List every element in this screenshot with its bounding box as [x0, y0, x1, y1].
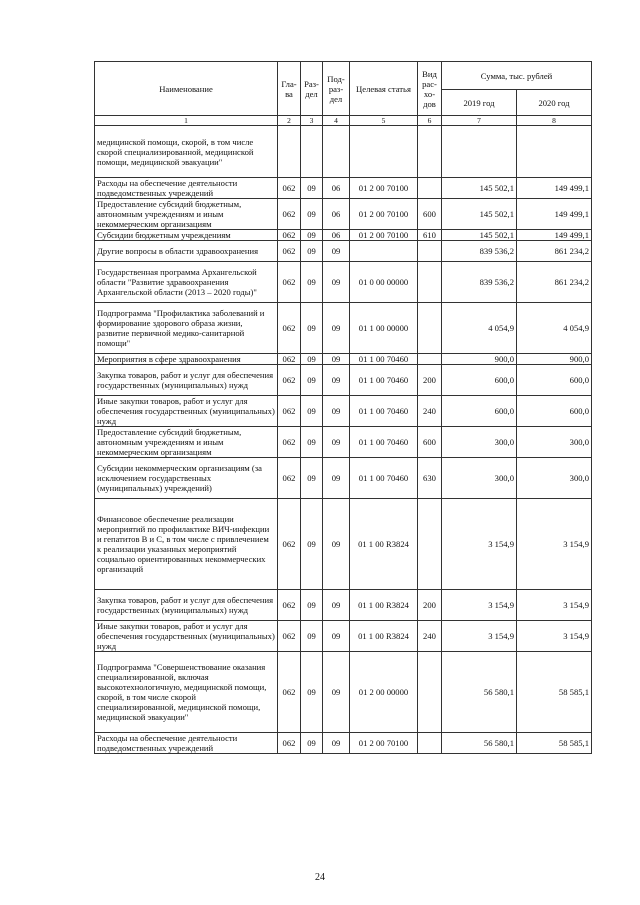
row-statya: 01 1 00 70460 [350, 365, 418, 396]
row-razdel [301, 126, 323, 178]
row-name: Закупка товаров, работ и услуг для обеспечения государственных (муниципальных) нужд [95, 365, 278, 396]
column-number: 4 [323, 116, 350, 126]
row-sum-2019 [442, 126, 517, 178]
row-statya: 01 2 00 00000 [350, 652, 418, 733]
row-podrazdel: 06 [323, 199, 350, 230]
row-vid: 240 [418, 396, 442, 427]
table-row [95, 590, 592, 621]
row-statya: 01 1 00 70460 [350, 354, 418, 365]
row-vid [418, 733, 442, 754]
row-statya: 01 2 00 70100 [350, 199, 418, 230]
row-name: Иные закупки товаров, работ и услуг для обеспечения государственных (муниципальных) нужд [95, 621, 278, 652]
row-podrazdel: 09 [323, 733, 350, 754]
row-statya: 01 1 00 70460 [350, 427, 418, 458]
row-razdel: 09 [301, 499, 323, 590]
row-statya: 01 1 00 70460 [350, 458, 418, 499]
header-vid: Вид рас-хо-дов [418, 62, 442, 116]
row-name: Мероприятия в сфере здравоохранения [95, 354, 278, 365]
row-name: Подпрограмма "Совершенствование оказания специализированной, включая высокотехнологичную, медицинской помощи, скорой, в том числе скорой специализированной, медицинской помощи, медицинской эвакуации" [95, 652, 278, 733]
row-vid [418, 652, 442, 733]
row-glava: 062 [278, 733, 301, 754]
row-sum-2020: 861 234,2 [517, 241, 592, 262]
row-name: Закупка товаров, работ и услуг для обеспечения государственных (муниципальных) нужд [95, 590, 278, 621]
row-razdel: 09 [301, 458, 323, 499]
row-podrazdel [323, 126, 350, 178]
row-sum-2019: 3 154,9 [442, 499, 517, 590]
row-sum-2020: 149 499,1 [517, 199, 592, 230]
row-razdel: 09 [301, 396, 323, 427]
row-podrazdel: 09 [323, 458, 350, 499]
budget-table [94, 61, 592, 754]
row-razdel: 09 [301, 590, 323, 621]
row-statya: 01 1 00 70460 [350, 396, 418, 427]
row-glava: 062 [278, 303, 301, 354]
row-statya: 01 1 00 00000 [350, 303, 418, 354]
column-number: 7 [442, 116, 517, 126]
table-row [95, 621, 592, 652]
row-sum-2019: 600,0 [442, 396, 517, 427]
row-podrazdel: 09 [323, 262, 350, 303]
column-number: 3 [301, 116, 323, 126]
row-vid: 600 [418, 199, 442, 230]
row-glava: 062 [278, 396, 301, 427]
header-razdel: Раз-дел [301, 62, 323, 116]
row-sum-2020: 3 154,9 [517, 499, 592, 590]
row-vid: 240 [418, 621, 442, 652]
table-row [95, 652, 592, 733]
row-podrazdel: 09 [323, 621, 350, 652]
row-sum-2020 [517, 126, 592, 178]
row-razdel: 09 [301, 230, 323, 241]
row-glava: 062 [278, 427, 301, 458]
row-sum-2019: 600,0 [442, 365, 517, 396]
row-podrazdel: 09 [323, 396, 350, 427]
header-glava: Гла-ва [278, 62, 301, 116]
row-glava: 062 [278, 365, 301, 396]
row-vid: 600 [418, 427, 442, 458]
row-vid [418, 241, 442, 262]
row-sum-2019: 839 536,2 [442, 241, 517, 262]
row-statya [350, 241, 418, 262]
row-podrazdel: 06 [323, 230, 350, 241]
table-row [95, 365, 592, 396]
row-statya: 01 1 00 R3824 [350, 590, 418, 621]
row-glava: 062 [278, 178, 301, 199]
row-podrazdel: 09 [323, 590, 350, 621]
row-sum-2019: 145 502,1 [442, 199, 517, 230]
row-razdel: 09 [301, 354, 323, 365]
row-sum-2019: 145 502,1 [442, 178, 517, 199]
row-name: Подпрограмма "Профилактика заболеваний и формирование здорового образа жизни, развитие первичной медико-санитарной помощи" [95, 303, 278, 354]
table-row [95, 354, 592, 365]
row-sum-2020: 58 585,1 [517, 733, 592, 754]
row-razdel: 09 [301, 303, 323, 354]
table-row [95, 733, 592, 754]
row-name: Другие вопросы в области здравоохранения [95, 241, 278, 262]
row-name: Предоставление субсидий бюджетным, автономным учреждениям и иным некоммерческим организациям [95, 199, 278, 230]
row-sum-2019: 3 154,9 [442, 590, 517, 621]
row-sum-2019: 3 154,9 [442, 621, 517, 652]
row-sum-2019: 145 502,1 [442, 230, 517, 241]
row-statya: 01 0 00 00000 [350, 262, 418, 303]
row-razdel: 09 [301, 365, 323, 396]
row-statya: 01 2 00 70100 [350, 230, 418, 241]
row-vid [418, 303, 442, 354]
row-glava: 062 [278, 230, 301, 241]
table-body [95, 116, 592, 754]
row-razdel: 09 [301, 652, 323, 733]
row-name: Иные закупки товаров, работ и услуг для обеспечения государственных (муниципальных) нужд [95, 396, 278, 427]
row-sum-2020: 149 499,1 [517, 178, 592, 199]
row-podrazdel: 09 [323, 652, 350, 733]
row-sum-2020: 900,0 [517, 354, 592, 365]
row-statya: 01 1 00 R3824 [350, 621, 418, 652]
row-vid: 200 [418, 590, 442, 621]
row-glava: 062 [278, 621, 301, 652]
row-name: Финансовое обеспечение реализации мероприятий по профилактике ВИЧ-инфекции и гепатитов B и C, в том числе с привлечением к реализации указанных мероприятий социально ориентированных некоммерческих организаций [95, 499, 278, 590]
page-number: 24 [315, 872, 325, 883]
row-podrazdel: 09 [323, 303, 350, 354]
column-number: 6 [418, 116, 442, 126]
table-row [95, 262, 592, 303]
header-year-2020: 2020 год [517, 90, 592, 116]
row-name: Субсидии некоммерческим организациям (за исключением государственных (муниципальных) учреждений) [95, 458, 278, 499]
row-sum-2020: 300,0 [517, 427, 592, 458]
header-statya: Целевая статья [350, 62, 418, 116]
header-year-2019: 2019 год [442, 90, 517, 116]
row-glava: 062 [278, 499, 301, 590]
column-number: 8 [517, 116, 592, 126]
row-glava: 062 [278, 590, 301, 621]
row-podrazdel: 09 [323, 241, 350, 262]
row-glava: 062 [278, 199, 301, 230]
row-sum-2020: 4 054,9 [517, 303, 592, 354]
row-razdel: 09 [301, 178, 323, 199]
row-vid [418, 262, 442, 303]
row-glava: 062 [278, 354, 301, 365]
row-glava [278, 126, 301, 178]
row-sum-2019: 56 580,1 [442, 733, 517, 754]
header-name: Наименование [95, 62, 278, 116]
row-vid [418, 178, 442, 199]
table-row [95, 178, 592, 199]
row-razdel: 09 [301, 262, 323, 303]
column-number: 2 [278, 116, 301, 126]
row-sum-2020: 300,0 [517, 458, 592, 499]
table-row [95, 499, 592, 590]
table-row [95, 303, 592, 354]
row-vid [418, 499, 442, 590]
header-podrazdel: Под-раз-дел [323, 62, 350, 116]
column-number: 1 [95, 116, 278, 126]
row-vid [418, 126, 442, 178]
row-sum-2020: 600,0 [517, 365, 592, 396]
row-sum-2020: 58 585,1 [517, 652, 592, 733]
row-statya: 01 2 00 70100 [350, 178, 418, 199]
table-row [95, 427, 592, 458]
row-razdel: 09 [301, 427, 323, 458]
row-podrazdel: 09 [323, 427, 350, 458]
row-razdel: 09 [301, 621, 323, 652]
row-sum-2020: 3 154,9 [517, 590, 592, 621]
row-sum-2020: 861 234,2 [517, 262, 592, 303]
row-vid: 200 [418, 365, 442, 396]
row-razdel: 09 [301, 733, 323, 754]
row-vid: 610 [418, 230, 442, 241]
row-vid [418, 354, 442, 365]
row-name: Предоставление субсидий бюджетным, автономным учреждениям и иным некоммерческим организациям [95, 427, 278, 458]
row-sum-2019: 300,0 [442, 458, 517, 499]
header-summa: Сумма, тыс. рублей [442, 62, 592, 90]
row-razdel: 09 [301, 199, 323, 230]
row-name: Субсидии бюджетным учреждениям [95, 230, 278, 241]
row-name: Расходы на обеспечение деятельности подведомственных учреждений [95, 733, 278, 754]
table-row [95, 458, 592, 499]
column-number: 5 [350, 116, 418, 126]
row-sum-2019: 839 536,2 [442, 262, 517, 303]
row-name: Расходы на обеспечение деятельности подведомственных учреждений [95, 178, 278, 199]
column-number-row [95, 116, 592, 126]
row-name: медицинской помощи, скорой, в том числе скорой специализированной, медицинской помощи, медицинской эвакуации" [95, 126, 278, 178]
row-sum-2020: 3 154,9 [517, 621, 592, 652]
table-row [95, 230, 592, 241]
table-row [95, 199, 592, 230]
table-row [95, 396, 592, 427]
row-glava: 062 [278, 652, 301, 733]
row-sum-2020: 149 499,1 [517, 230, 592, 241]
row-sum-2019: 300,0 [442, 427, 517, 458]
table-row [95, 241, 592, 262]
row-statya: 01 1 00 R3824 [350, 499, 418, 590]
row-glava: 062 [278, 241, 301, 262]
row-sum-2019: 900,0 [442, 354, 517, 365]
row-podrazdel: 06 [323, 178, 350, 199]
row-name: Государственная программа Архангельской области "Развитие здравоохранения Архангельской области (2013 – 2020 годы)" [95, 262, 278, 303]
row-sum-2019: 4 054,9 [442, 303, 517, 354]
row-podrazdel: 09 [323, 365, 350, 396]
row-razdel: 09 [301, 241, 323, 262]
row-sum-2020: 600,0 [517, 396, 592, 427]
row-vid: 630 [418, 458, 442, 499]
row-sum-2019: 56 580,1 [442, 652, 517, 733]
row-podrazdel: 09 [323, 499, 350, 590]
row-statya: 01 2 00 70100 [350, 733, 418, 754]
row-glava: 062 [278, 262, 301, 303]
row-podrazdel: 09 [323, 354, 350, 365]
row-glava: 062 [278, 458, 301, 499]
table-row [95, 126, 592, 178]
row-statya [350, 126, 418, 178]
